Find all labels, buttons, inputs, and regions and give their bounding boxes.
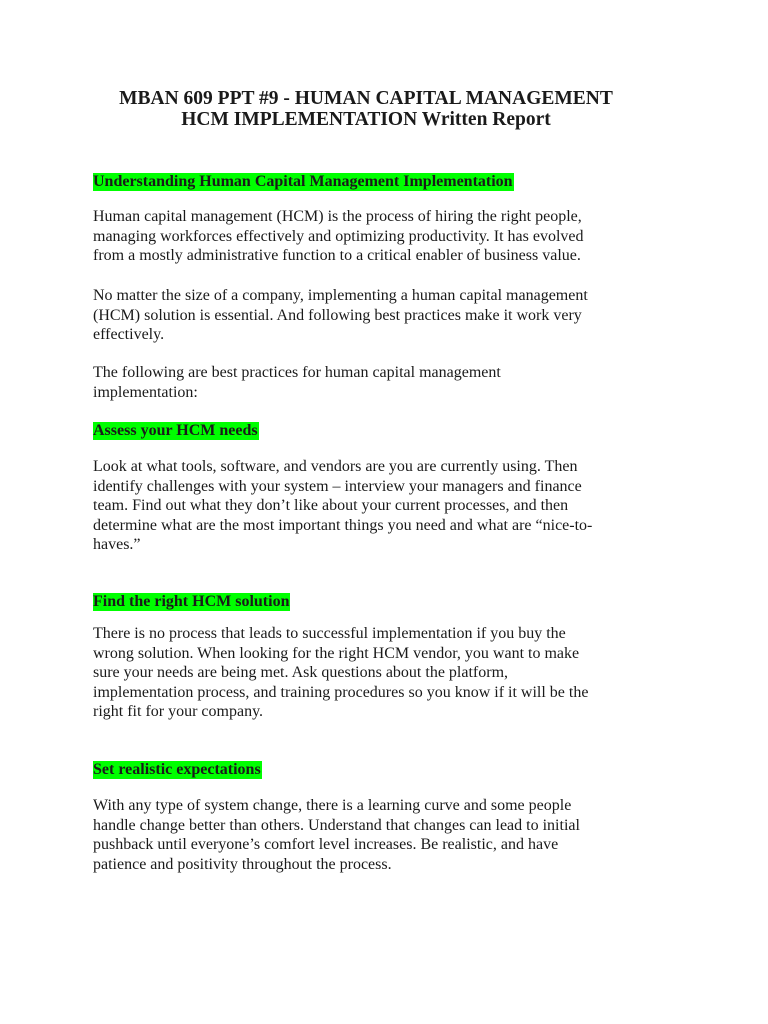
text-line: managing workforces effectively and optimizing productivity. It has evolved [93, 227, 584, 245]
paragraph-best-practices-intro [93, 363, 673, 402]
text-line: implementation process, and training procedures so you know if it will be the [93, 683, 589, 701]
text-line: (HCM) solution is essential. And following best practices make it work very [93, 306, 582, 324]
paragraph-assess-needs [93, 457, 673, 555]
text-line: patience and positivity throughout the process. [93, 855, 392, 873]
title-line-2: HCM IMPLEMENTATION Written Report [181, 109, 551, 130]
text-line: sure your needs are being met. Ask questions about the platform, [93, 664, 509, 682]
paragraph-expectations [93, 796, 673, 874]
text-line: right fit for your company. [93, 703, 264, 721]
text-line: effectively. [93, 326, 165, 344]
text-line: implementation: [93, 383, 198, 401]
title-line-1: MBAN 609 PPT #9 - HUMAN CAPITAL MANAGEMENT [119, 88, 613, 109]
document-title [0, 88, 732, 130]
section-heading-assess-needs: Assess your HCM needs [93, 422, 258, 439]
text-line: There is no process that leads to successful implementation if you buy the [93, 625, 566, 642]
text-line: Look at what tools, software, and vendors are you are currently using. Then [93, 458, 578, 475]
text-line: determine what are the most important things you need and what are “nice-to- [93, 516, 593, 534]
section-heading-expectations: Set realistic expectations [93, 761, 261, 778]
text-line: wrong solution. When looking for the right HCM vendor, you want to make [93, 644, 580, 662]
paragraph-hcm-definition [93, 207, 673, 266]
section-heading-understanding: Understanding Human Capital Management Implementation [93, 173, 513, 190]
text-line: identify challenges with your system – interview your managers and finance [93, 477, 582, 495]
text-line: from a mostly administrative function to a critical enabler of business value. [93, 247, 581, 265]
text-line: team. Find out what they don’t like about your current processes, and then [93, 497, 569, 515]
text-line: handle change better than others. Understand that changes can lead to initial [93, 816, 580, 834]
text-line: haves.” [93, 536, 141, 554]
text-line: With any type of system change, there is a learning curve and some people [93, 797, 572, 814]
paragraph-company-size [93, 286, 673, 345]
text-line: No matter the size of a company, implementing a human capital management [93, 287, 588, 304]
text-line: Human capital management (HCM) is the process of hiring the right people, [93, 208, 582, 225]
text-line: pushback until everyone’s comfort level increases. Be realistic, and have [93, 836, 559, 854]
section-heading-find-solution: Find the right HCM solution [93, 593, 290, 610]
paragraph-find-solution [93, 624, 673, 722]
text-line: The following are best practices for human capital management [93, 364, 501, 381]
